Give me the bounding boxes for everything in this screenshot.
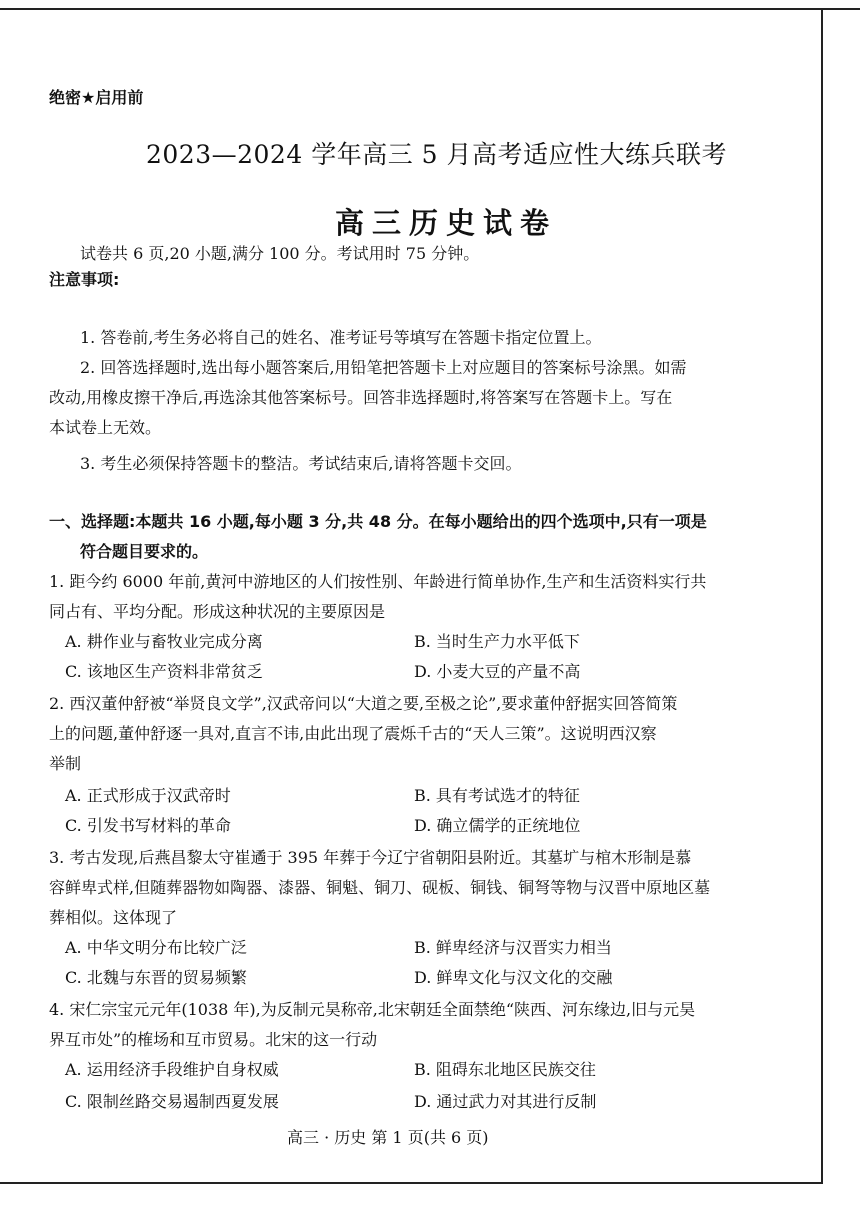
page-border-right (821, 8, 823, 1184)
question-4-option-c: C. 限制丝路交易遏制西夏发展 (65, 1092, 279, 1111)
question-1-option-a: A. 耕作业与畜牧业完成分离 (65, 632, 263, 651)
page-border-top (0, 8, 860, 10)
notice-item-1: 1. 答卷前,考生务必将自己的姓名、准考证号等填写在答题卡指定位置上。 (80, 328, 602, 347)
question-4-option-d: D. 通过武力对其进行反制 (414, 1092, 597, 1111)
exam-title: 2023—2024 学年高三 5 月高考适应性大练兵联考 (146, 140, 727, 169)
section-1-heading-line-1: 一、选择题:本题共 16 小题,每小题 3 分,共 48 分。在每小题给出的四个选项中,只有一项是 (49, 512, 707, 531)
question-3-stem-line-2: 容鲜卑式样,但随葬器物如陶器、漆器、铜魁、铜刀、砚板、铜钱、铜弩等物与汉晋中原地区墓 (49, 878, 711, 897)
subject-title: 高三历史试卷 (335, 206, 558, 240)
page-border-bottom (0, 1182, 823, 1184)
notice-item-3: 3. 考生必须保持答题卡的整洁。考试结束后,请将答题卡交回。 (80, 454, 522, 473)
exam-info: 试卷共 6 页,20 小题,满分 100 分。考试用时 75 分钟。 (80, 244, 480, 263)
question-2-option-c: C. 引发书写材料的革命 (65, 816, 231, 835)
question-2-stem-line-2: 上的问题,董仲舒逐一具对,直言不讳,由此出现了震烁千古的“天人三策”。这说明西汉察 (49, 724, 657, 743)
notice-item-2-line-1: 2. 回答选择题时,选出每小题答案后,用铅笔把答题卡上对应题目的答案标号涂黑。如需 (80, 358, 687, 377)
question-4-option-b: B. 阻碍东北地区民族交往 (414, 1060, 596, 1079)
question-3-option-b: B. 鲜卑经济与汉晋实力相当 (414, 938, 612, 957)
notice-item-2-line-3: 本试卷上无效。 (49, 418, 162, 437)
question-3-option-d: D. 鲜卑文化与汉文化的交融 (414, 968, 613, 987)
question-1-stem-line-1: 1. 距今约 6000 年前,黄河中游地区的人们按性别、年龄进行简单协作,生产和生活资料实行共 (49, 572, 707, 591)
question-4-stem-line-1: 4. 宋仁宗宝元元年(1038 年),为反制元昊称帝,北宋朝廷全面禁绝“陕西、河东缘边,旧与元昊 (49, 1000, 696, 1019)
section-1-heading-line-2: 符合题目要求的。 (80, 542, 209, 561)
question-3-option-a: A. 中华文明分布比较广泛 (65, 938, 247, 957)
question-2-option-b: B. 具有考试选才的特征 (414, 786, 580, 805)
question-3-option-c: C. 北魏与东晋的贸易频繁 (65, 968, 247, 987)
notice-heading: 注意事项: (49, 270, 120, 289)
question-1-stem-line-2: 同占有、平均分配。形成这种状况的主要原因是 (49, 602, 386, 621)
question-4-option-a: A. 运用经济手段维护自身权威 (65, 1060, 279, 1079)
question-3-stem-line-1: 3. 考古发现,后燕昌黎太守崔遹于 395 年葬于今辽宁省朝阳县附近。其墓圹与棺木形制是慕 (49, 848, 692, 867)
question-1-option-d: D. 小麦大豆的产量不高 (414, 662, 581, 681)
question-1-option-b: B. 当时生产力水平低下 (414, 632, 580, 651)
question-2-option-a: A. 正式形成于汉武帝时 (65, 786, 231, 805)
notice-item-2-line-2: 改动,用橡皮擦干净后,再选涂其他答案标号。回答非选择题时,将答案写在答题卡上。写在 (49, 388, 673, 407)
question-2-option-d: D. 确立儒学的正统地位 (414, 816, 581, 835)
question-1-option-c: C. 该地区生产资料非常贫乏 (65, 662, 263, 681)
question-4-stem-line-2: 界互市处”的榷场和互市贸易。北宋的这一行动 (49, 1030, 378, 1049)
secret-label: 绝密★启用前 (49, 88, 144, 107)
question-2-stem-line-3: 举制 (49, 754, 82, 773)
question-3-stem-line-3: 葬相似。这体现了 (49, 908, 178, 927)
question-2-stem-line-1: 2. 西汉董仲舒被“举贤良文学”,汉武帝问以“大道之要,至极之论”,要求董仲舒据实回答简策 (49, 694, 678, 713)
page-footer: 高三 · 历史 第 1 页(共 6 页) (287, 1128, 489, 1147)
